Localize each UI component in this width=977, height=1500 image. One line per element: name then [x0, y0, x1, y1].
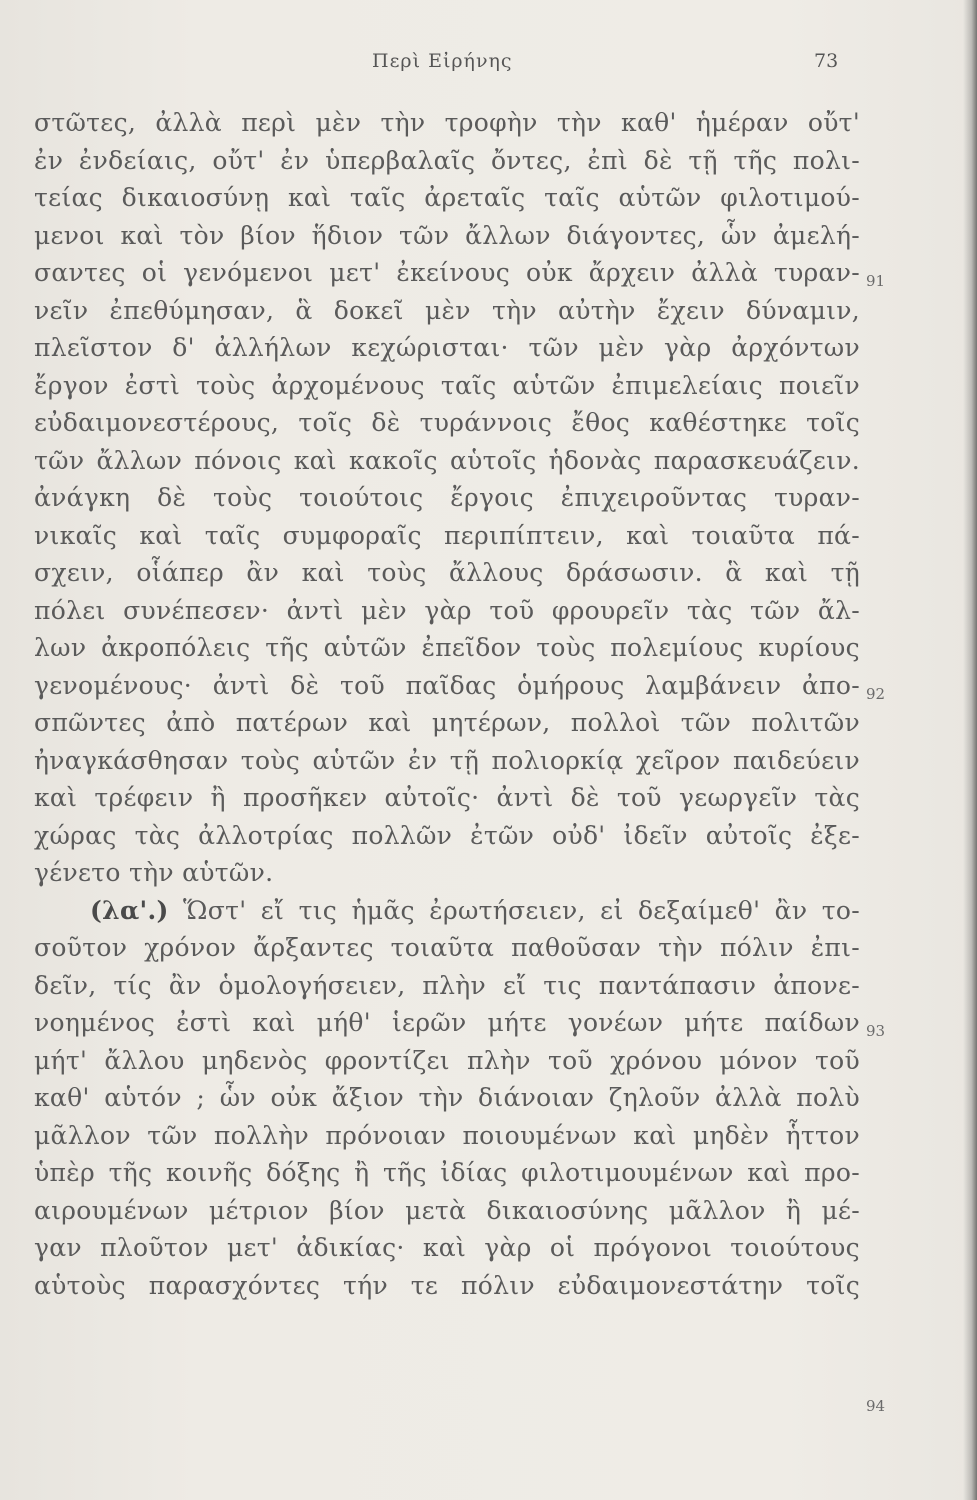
text-line: ἐν ἐνδείαις, οὔτ' ἐν ὑπερβαλαῖς ὄντες, ἐπὶ δὲ τῇ τῆς πολι- [34, 145, 860, 175]
text-line: αιρουμένων μέτριον βίον μετὰ δικαιοσύνης μᾶλλον ἢ μέ- [34, 1195, 860, 1225]
text-line: ἀνάγκη δὲ τοὺς τοιούτοις ἔργοις ἐπιχειροῦντας τυραν- [34, 483, 860, 512]
section-start-line [34, 892, 860, 930]
text-line: σαντες οἱ γενόμενοι μετ' ἐκείνους οὐκ ἄρχειν ἀλλὰ τυραν- [34, 258, 860, 287]
text-line: ὑπὲρ τῆς κοινῆς δόξης ἢ τῆς ἰδίας φιλοτιμουμένων καὶ προ- [34, 1158, 860, 1187]
text-line: καθ' αὑτόν ; ὧν οὐκ ἄξιον τὴν διάνοιαν ζηλοῦν ἀλλὰ πολὺ [34, 1083, 860, 1112]
page-number: 73 [814, 50, 839, 72]
text-line: στῶτες, ἀλλὰ περὶ μὲν τὴν τροφὴν τὴν καθ' ἡμέραν οὔτ' [34, 108, 860, 137]
body-text [34, 104, 860, 1304]
text-line: πλεῖστον δ' ἀλλήλων κεχώρισται· τῶν μὲν γὰρ ἀρχόντων [34, 333, 860, 362]
text-line: νικαῖς καὶ ταῖς συμφοραῖς περιπίπτειν, καὶ τοιαῦτα πά- [34, 520, 860, 550]
text-line: νεῖν ἐπεθύμησαν, ἃ δοκεῖ μὲν τὴν αὐτὴν ἔχειν δύναμιν, [34, 295, 860, 325]
section-start-text: Ὥστ' εἴ τις ἡμᾶς ἐρωτήσειεν, εἰ δεξαίμεθ' ἂν το- [183, 895, 860, 925]
text-line: λων ἀκροπόλεις τῆς αὑτῶν ἐπεῖδον τοὺς πολεμίους κυρίους [34, 633, 860, 662]
text-line: μενοι καὶ τὸν βίον ἥδιον τῶν ἄλλων διάγοντες, ὧν ἀμελή- [34, 220, 860, 250]
margin-section-number: 93 [866, 1022, 886, 1040]
text-line: τῶν ἄλλων πόνοις καὶ κακοῖς αὑτοῖς ἡδονὰς παρασκευάζειν. [34, 445, 860, 475]
text-line: γενομένους· ἀντὶ δὲ τοῦ παῖδας ὁμήρους λαμβάνειν ἀπο- [34, 670, 860, 700]
text-line: πόλει συνέπεσεν· ἀντὶ μὲν γὰρ τοῦ φρουρεῖν τὰς τῶν ἄλ- [34, 595, 860, 625]
margin-section-number: 94 [866, 1397, 886, 1415]
section-mark: (λα'.) [90, 895, 169, 925]
page-edge-shadow [963, 0, 977, 1500]
text-line: εὐδαιμονεστέρους, τοῖς δὲ τυράννοις ἔθος καθέστηκε τοῖς [34, 408, 860, 437]
text-line: μᾶλλον τῶν πολλὴν πρόνοιαν ποιουμένων καὶ μηδὲν ἧττον [34, 1120, 860, 1150]
text-line: ἠναγκάσθησαν τοὺς αὑτῶν ἐν τῇ πολιορκίᾳ χεῖρον παιδεύειν [34, 745, 860, 775]
text-line: νοημένος ἐστὶ καὶ μήθ' ἱερῶν μήτε γονέων μήτε παίδων [34, 1008, 860, 1037]
text-line: ἔργον ἐστὶ τοὺς ἀρχομένους ταῖς αὑτῶν ἐπιμελείαις ποιεῖν [34, 370, 860, 400]
text-line: δεῖν, τίς ἂν ὁμολογήσειεν, πλὴν εἴ τις παντάπασιν ἀπονε- [34, 970, 860, 1000]
margin-section-number: 92 [866, 685, 886, 703]
text-line: τείας δικαιοσύνῃ καὶ ταῖς ἀρεταῖς ταῖς αὑτῶν φιλοτιμού- [34, 183, 860, 212]
text-line: σοῦτον χρόνον ἄρξαντες τοιαῦτα παθοῦσαν τὴν πόλιν ἐπι- [34, 933, 860, 962]
running-title: Περὶ Εἰρήνης [372, 50, 513, 72]
margin-section-number: 91 [866, 272, 886, 290]
paragraph-end-line: γένετο τὴν αὑτῶν. [34, 858, 274, 887]
text-line: μήτ' ἄλλου μηδενὸς φροντίζει πλὴν τοῦ χρόνου μόνον τοῦ [34, 1045, 860, 1075]
text-line: γαν πλοῦτον μετ' ἀδικίας· καὶ γὰρ οἱ πρόγονοι τοιούτους [34, 1233, 860, 1262]
text-line: σπῶντες ἀπὸ πατέρων καὶ μητέρων, πολλοὶ τῶν πολιτῶν [34, 708, 860, 737]
text-line: καὶ τρέφειν ἢ προσῆκεν αὐτοῖς· ἀντὶ δὲ τοῦ γεωργεῖν τὰς [34, 783, 860, 812]
text-line: χώρας τὰς ἀλλοτρίας πολλῶν ἐτῶν οὐδ' ἰδεῖν αὐτοῖς ἐξε- [34, 820, 860, 850]
text-line: σχειν, οἷάπερ ἂν καὶ τοὺς ἄλλους δράσωσιν. ἃ καὶ τῇ [34, 558, 860, 587]
text-line: αὑτοὺς παρασχόντες τήν τε πόλιν εὐδαιμονεστάτην τοῖς [34, 1270, 860, 1300]
